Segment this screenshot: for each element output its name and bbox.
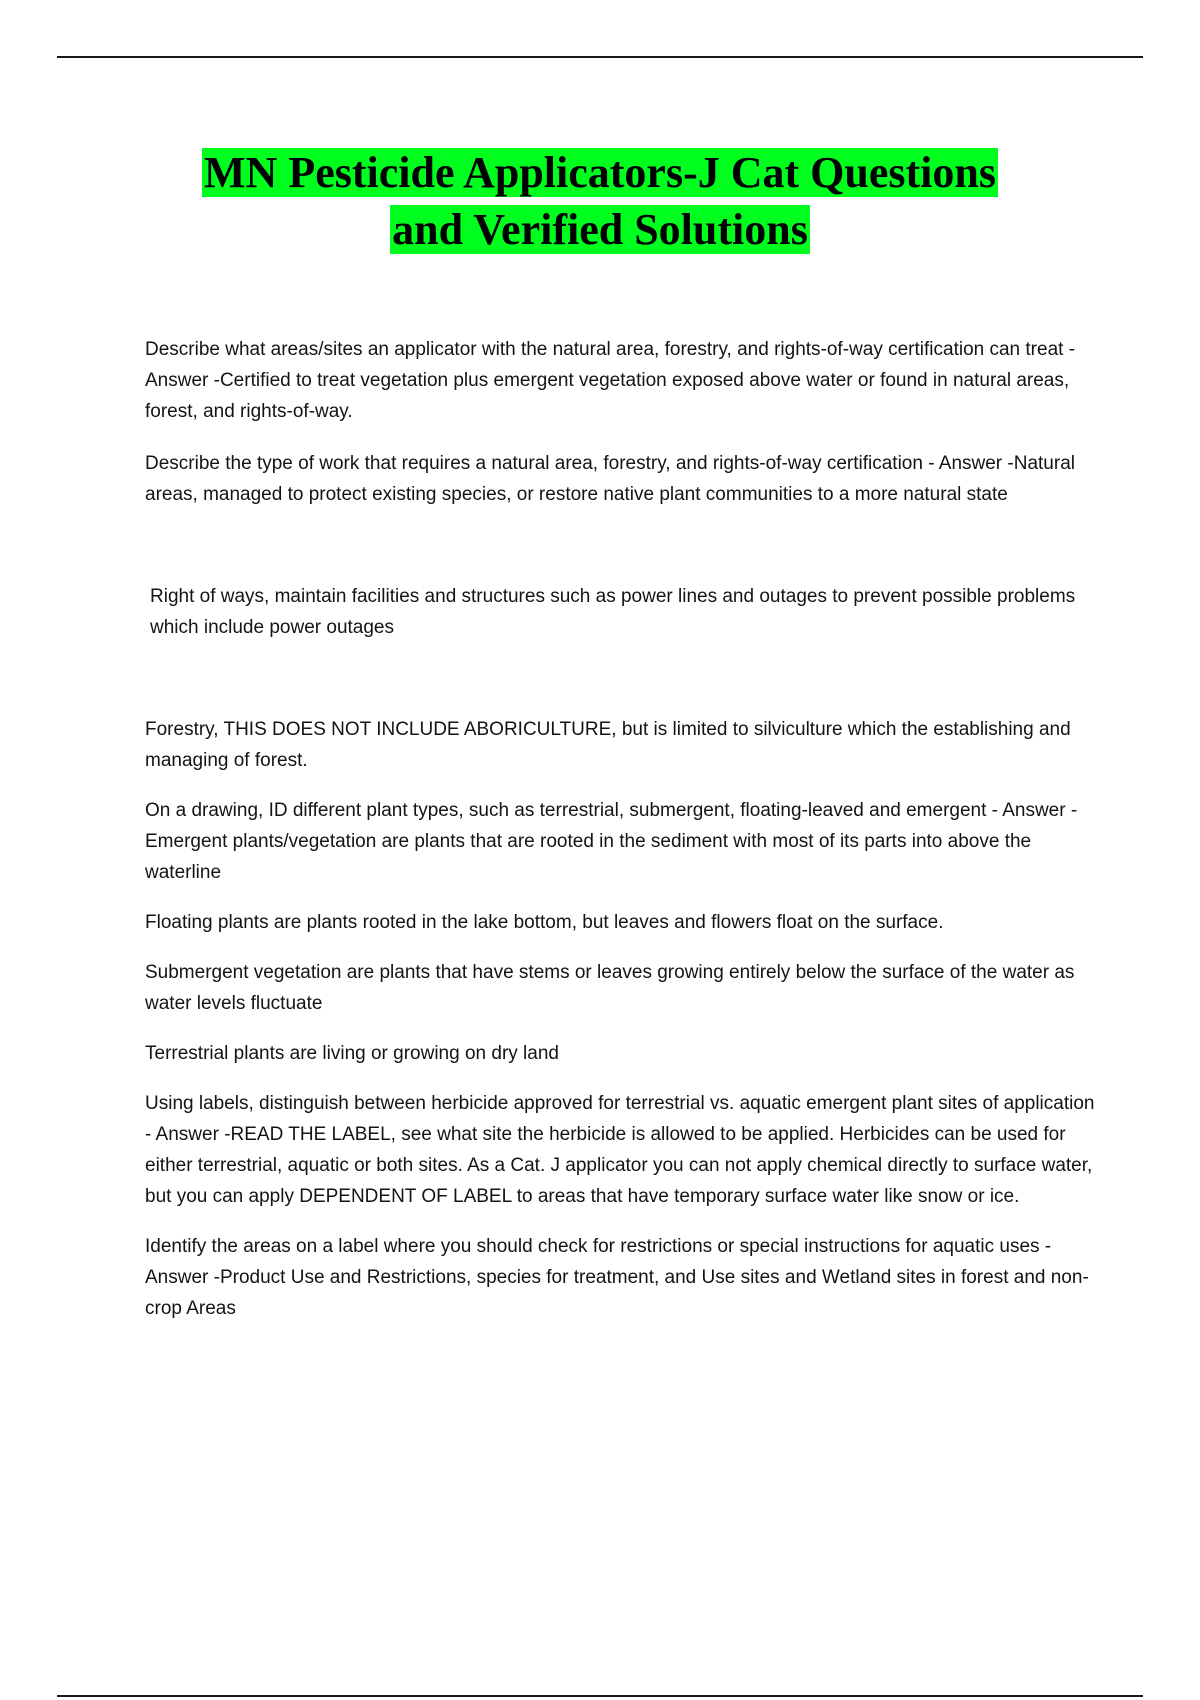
paragraph: Right of ways, maintain facilities and structures such as power lines and outages to prevent possible problems which include power outages	[150, 586, 1076, 638]
bottom-rule	[57, 1695, 1143, 1697]
top-rule	[57, 56, 1143, 58]
document-body	[145, 334, 1095, 1324]
paragraph: Terrestrial plants are living or growing on dry land	[145, 1043, 559, 1064]
document-title	[120, 144, 1080, 258]
paragraph: Using labels, distinguish between herbicide approved for terrestrial vs. aquatic emergent plant sites of application - Answer -READ THE LABEL, see what site the herbicide is allowed to be applied. Herbicides can be used for either terrestrial, aquatic or both sites. As a Cat. J applicator you can not apply chemical directly to surface water, but you can apply DEPENDENT OF LABEL to areas that have temporary surface water like snow or ice.	[145, 1093, 1095, 1207]
title-line-1: MN Pesticide Applicators-J Cat Questions	[204, 148, 996, 197]
paragraph: Describe what areas/sites an applicator with the natural area, forestry, and rights-of-way certification can treat - Answer -Certified to treat vegetation plus emergent vegetation exposed above water or found in natural areas, forest, and rights-of-way.	[145, 339, 1076, 422]
paragraph: Describe the type of work that requires a natural area, forestry, and rights-of-way certification - Answer -Natural areas, managed to protect existing species, or restore native plant communities to a more natural state	[145, 453, 1075, 505]
paragraph: Identify the areas on a label where you should check for restrictions or special instructions for aquatic uses - Answer -Product Use and Restrictions, species for treatment, and Use sites and Wetland sites in forest and non-crop Areas	[145, 1236, 1089, 1319]
title-line-2: and Verified Solutions	[392, 205, 808, 254]
paragraph: Floating plants are plants rooted in the lake bottom, but leaves and flowers float on the surface.	[145, 912, 944, 933]
paragraph: On a drawing, ID different plant types, such as terrestrial, submergent, floating-leaved and emergent - Answer -Emergent plants/vegetation are plants that are rooted in the sediment with most of its parts into above the waterline	[145, 800, 1078, 883]
paragraph: Submergent vegetation are plants that have stems or leaves growing entirely below the surface of the water as water levels fluctuate	[145, 962, 1075, 1014]
paragraph: Forestry, THIS DOES NOT INCLUDE ABORICULTURE, but is limited to silviculture which the establishing and managing of forest.	[145, 719, 1071, 771]
